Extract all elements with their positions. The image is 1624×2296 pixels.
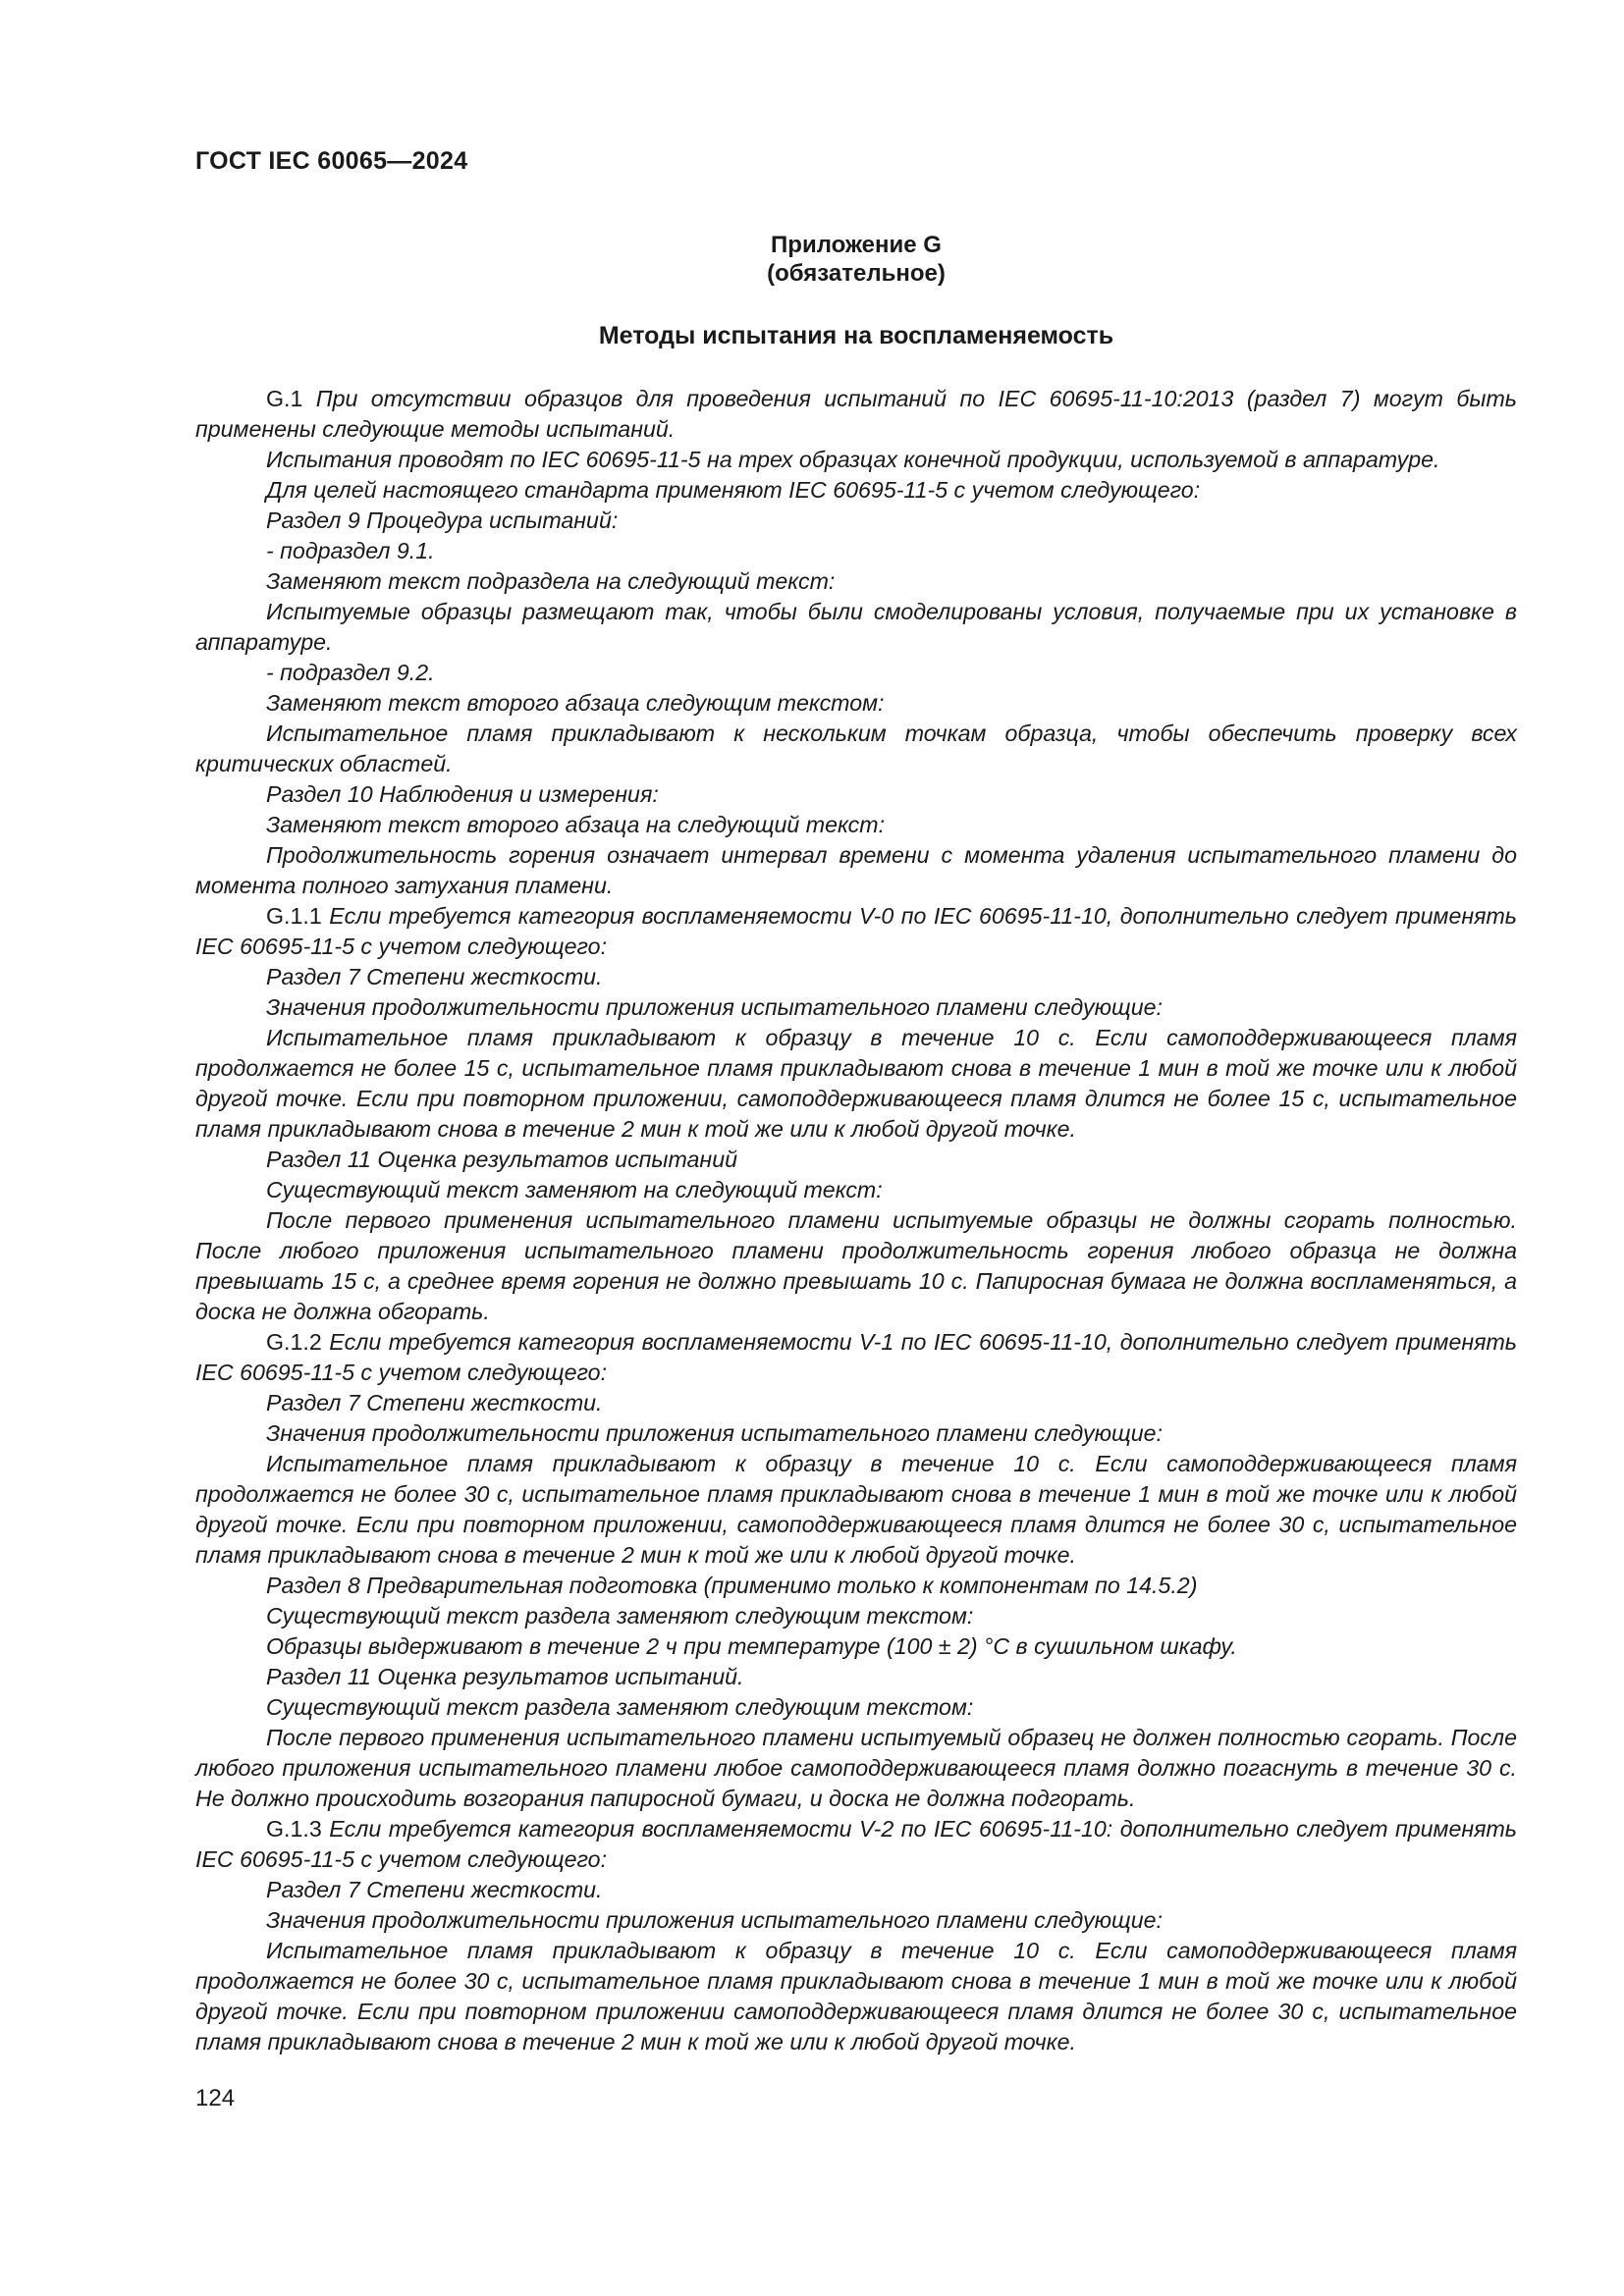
paragraph <box>195 1205 1517 1327</box>
paragraph <box>195 719 1517 779</box>
paragraph-text: Если требуется категория воспламеняемости V-0 по IEC 60695-11-10, дополнительно следует применять IEC 60695-11-5 с учетом следующего: <box>195 903 1517 959</box>
paragraph-text: Значения продолжительности приложения испытательного пламени следующие: <box>266 1907 1163 1933</box>
paragraph <box>195 445 1517 475</box>
paragraph <box>195 1388 1517 1418</box>
paragraph <box>195 566 1517 597</box>
paragraph-text: Раздел 8 Предварительная подготовка (применимо только к компонентам по 14.5.2) <box>266 1573 1198 1598</box>
paragraph-text: После первого применения испытательного пламени испытуемые образцы не должны сгорать полностью. После любого приложения испытательного пламени продолжительность горения любого образца не должна превышать 15 с, а среднее время горения не должно превышать 10 с. Папиросная бумага не должна воспламеняться, а доска не должна обгорать. <box>195 1207 1517 1324</box>
paragraph <box>195 1571 1517 1601</box>
paragraph <box>195 1814 1517 1875</box>
paragraph <box>195 992 1517 1023</box>
paragraph-text: Существующий текст раздела заменяют следующим текстом: <box>266 1603 974 1629</box>
paragraph-text: Раздел 7 Степени жесткости. <box>266 1390 603 1415</box>
paragraph-text: Испытательное пламя прикладывают к нескольким точкам образца, чтобы обеспечить проверку всех критических областей. <box>195 721 1517 776</box>
section-title: Методы испытания на воспламеняемость <box>598 322 1114 349</box>
paragraph <box>195 1449 1517 1571</box>
paragraph <box>195 1875 1517 1905</box>
paragraph-text: Заменяют текст второго абзаца следующим текстом: <box>266 690 885 716</box>
paragraph <box>195 1023 1517 1145</box>
paragraph-text: Если требуется категория воспламеняемости V-2 по IEC 60695-11-10: дополнительно следует применять IEC 60695-11-5 с учетом следующего: <box>195 1816 1517 1872</box>
clause-number: G.1.1 <box>266 903 322 929</box>
paragraph <box>195 779 1517 810</box>
paragraph-text: Раздел 11 Оценка результатов испытаний <box>266 1147 737 1172</box>
paragraph <box>195 688 1517 719</box>
paragraph-text: Заменяют текст второго абзаца на следующий текст: <box>266 812 886 837</box>
paragraph <box>195 506 1517 536</box>
paragraph <box>195 1936 1517 2057</box>
paragraph <box>195 1175 1517 1205</box>
paragraph <box>195 1327 1517 1388</box>
paragraph-text: Раздел 7 Степени жесткости. <box>266 964 603 989</box>
paragraph-text: Если требуется категория воспламеняемости V-1 по IEC 60695-11-10, дополнительно следует применять IEC 60695-11-5 с учетом следующего: <box>195 1329 1517 1385</box>
paragraph-text: Значения продолжительности приложения испытательного пламени следующие: <box>266 1420 1163 1446</box>
paragraph <box>195 384 1517 445</box>
paragraph-text: Испытательное пламя прикладывают к образцу в течение 10 с. Если самоподдерживающееся пламя продолжается не более 15 с, испытательное пламя прикладывают снова в течение 1 мин в той же точке или к любой другой точке. Если при повторном приложении, самоподдерживающееся пламя длится не более 15 с, испытательное пламя прикладывают снова в течение 2 мин к той же или к любой другой точке. <box>195 1025 1517 1142</box>
paragraph-text: Существующий текст раздела заменяют следующим текстом: <box>266 1694 974 1720</box>
clause-number: G.1.2 <box>266 1329 322 1355</box>
paragraph-text: При отсутствии образцов для проведения испытаний по IEC 60695-11-10:2013 (раздел 7) могут быть применены следующие методы испытаний. <box>195 386 1517 442</box>
clause-number: G.1.3 <box>266 1816 322 1842</box>
paragraph-text: После первого применения испытательного пламени испытуемый образец не должен полностью сгорать. После любого приложения испытательного пламени любое самоподдерживающееся пламя должно погаснуть в течение 30 с. Не должно происходить возгорания папиросной бумаги, и доска не должна подгорать. <box>195 1725 1517 1811</box>
paragraph-text: Испытательное пламя прикладывают к образцу в течение 10 с. Если самоподдерживающееся пламя продолжается не более 30 с, испытательное пламя прикладывают снова в течение 1 мин в той же точке или к любой другой точке. Если при повторном приложении самоподдерживающееся пламя длится не более 30 с, испытательное пламя прикладывают снова в течение 2 мин к той же или к любой другой точке. <box>195 1938 1517 2055</box>
paragraph-text: Испытуемые образцы размещают так, чтобы были смоделированы условия, получаемые при их установке в аппаратуре. <box>195 599 1517 655</box>
paragraph-text: - подраздел 9.1. <box>266 538 435 563</box>
paragraph <box>195 1145 1517 1175</box>
paragraph-text: Существующий текст заменяют на следующий текст: <box>266 1177 883 1202</box>
paragraph <box>195 1905 1517 1936</box>
paragraph <box>195 962 1517 992</box>
clause-number: G.1 <box>266 386 303 411</box>
paragraph <box>195 597 1517 658</box>
document-header: ГОСТ IEC 60065—2024 <box>195 147 468 175</box>
paragraph-text: Раздел 7 Степени жесткости. <box>266 1877 603 1902</box>
paragraph-text: Образцы выдерживают в течение 2 ч при температуре (100 ± 2) °С в сушильном шкафу. <box>266 1633 1237 1659</box>
paragraph-text: Значения продолжительности приложения испытательного пламени следующие: <box>266 994 1163 1020</box>
paragraph <box>195 901 1517 962</box>
page-number: 124 <box>195 2085 236 2111</box>
paragraph-text: Раздел 10 Наблюдения и измерения: <box>266 781 659 807</box>
paragraph <box>195 1723 1517 1814</box>
paragraph-text: - подраздел 9.2. <box>266 660 435 685</box>
paragraph-text: Испытательное пламя прикладывают к образцу в течение 10 с. Если самоподдерживающееся пламя продолжается не более 30 с, испытательное пламя прикладывают снова в течение 1 мин в той же точке или к любой другой точке. Если при повторном приложении, самоподдерживающееся пламя длится не более 30 с, испытательное пламя прикладывают снова в течение 2 мин к той же или к любой другой точке. <box>195 1451 1517 1568</box>
annex-title: Приложение G <box>771 232 942 258</box>
paragraph <box>195 810 1517 840</box>
paragraph <box>195 475 1517 506</box>
paragraph-text: Раздел 11 Оценка результатов испытаний. <box>266 1664 744 1689</box>
paragraph-text: Продолжительность горения означает интервал времени с момента удаления испытательного пламени до момента полного затухания пламени. <box>195 842 1517 898</box>
paragraph <box>195 1601 1517 1631</box>
paragraph <box>195 536 1517 566</box>
paragraph <box>195 840 1517 901</box>
paragraph-text: Испытания проводят по IEC 60695-11-5 на трех образцах конечной продукции, используемой в аппаратуре. <box>266 447 1440 472</box>
paragraph <box>195 658 1517 688</box>
paragraph <box>195 1692 1517 1723</box>
document-body <box>195 384 1517 2057</box>
paragraph <box>195 1418 1517 1449</box>
paragraph <box>195 1662 1517 1692</box>
paragraph-text: Для целей настоящего стандарта применяют IEC 60695-11-5 с учетом следующего: <box>266 477 1201 503</box>
annex-status: (обязательное) <box>767 260 946 287</box>
paragraph <box>195 1631 1517 1662</box>
paragraph-text: Заменяют текст подраздела на следующий текст: <box>266 568 836 594</box>
paragraph-text: Раздел 9 Процедура испытаний: <box>266 507 619 533</box>
